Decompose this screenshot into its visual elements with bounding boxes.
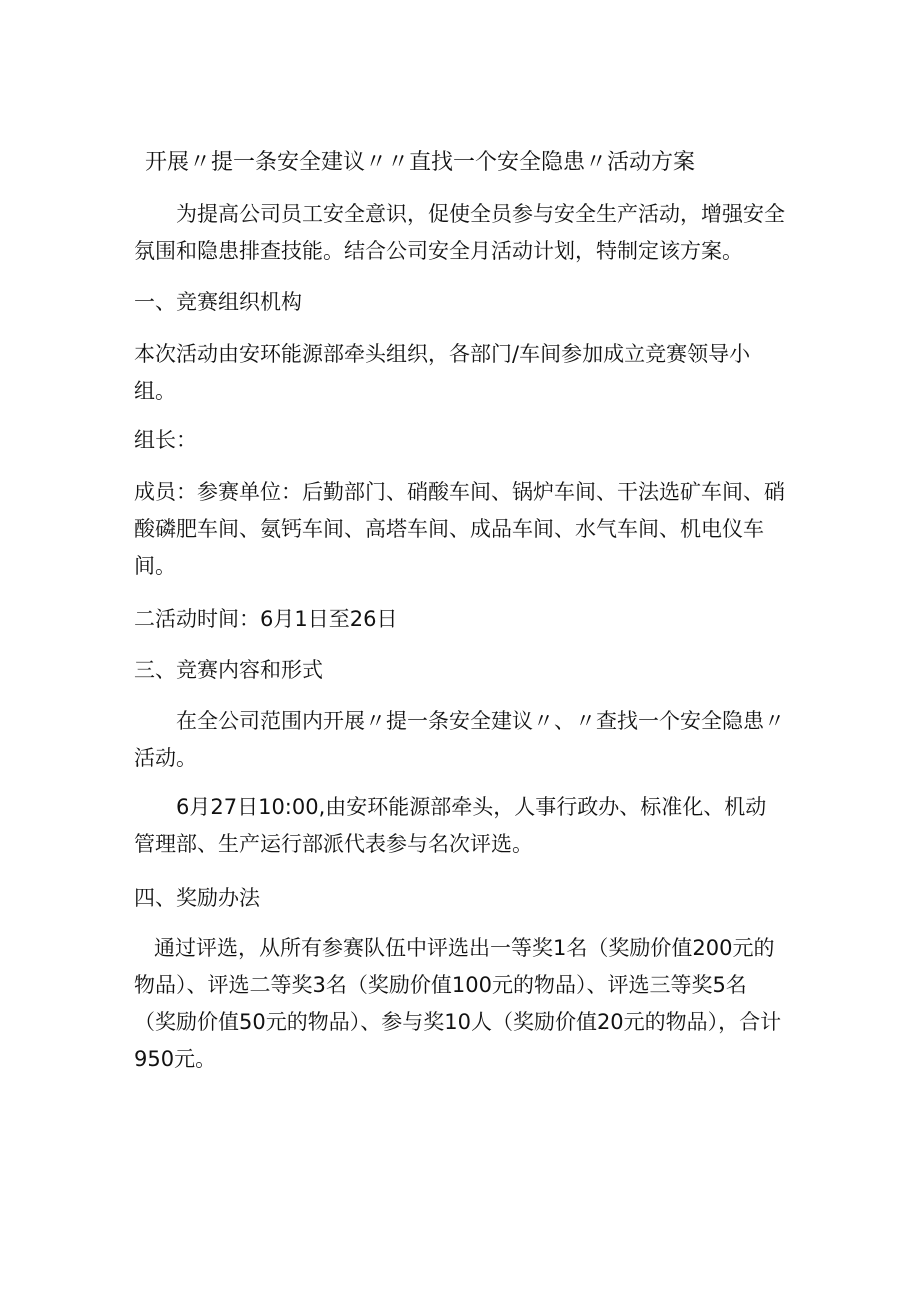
leader-line: 组长： [134,428,197,452]
section3-paragraph-2: 6月27日10:00,由安环能源部牵头，人事行政办、标准化、机动管理部、生产运行部派代表参与名次评选。 [134,795,767,856]
section4-heading: 四、奖励办法 [134,886,260,910]
section3-paragraph-1: 在全公司范围内开展〃提一条安全建议〃、〃查找一个安全隐患〃活动。 [134,709,785,770]
section1-paragraph: 本次活动由安环能源部牵头组织，各部门/车间参加成立竞赛领导小组。 [134,342,751,403]
intro-paragraph: 为提高公司员工安全意识，促使全员参与安全生产活动，增强安全氛围和隐患排查技能。结合公司安全月活动计划，特制定该方案。 [134,202,785,263]
section3-heading: 三、竞赛内容和形式 [134,658,323,682]
section4-paragraph: 通过评选，从所有参赛队伍中评选出一等奖1名（奖励价值200元的物品）、评选二等奖3名（奖励价值100元的物品）、评选三等奖5名（奖励价值50元的物品）、参与奖10人（奖励价值20元的物品），合计950元。 [134,936,782,1071]
section2-line: 二活动时间：6月1日至26日 [134,607,398,631]
document-title: 开展〃提一条安全建议〃〃直找一个安全隐患〃活动方案 [145,150,696,175]
section1-heading: 一、竞赛组织机构 [134,290,302,314]
members-paragraph: 成员：参赛单位：后勤部门、硝酸车间、锅炉车间、干法选矿车间、硝酸磷肥车间、氨钙车间、高塔车间、成品车间、水气车间、机电仪车间。 [134,480,785,578]
